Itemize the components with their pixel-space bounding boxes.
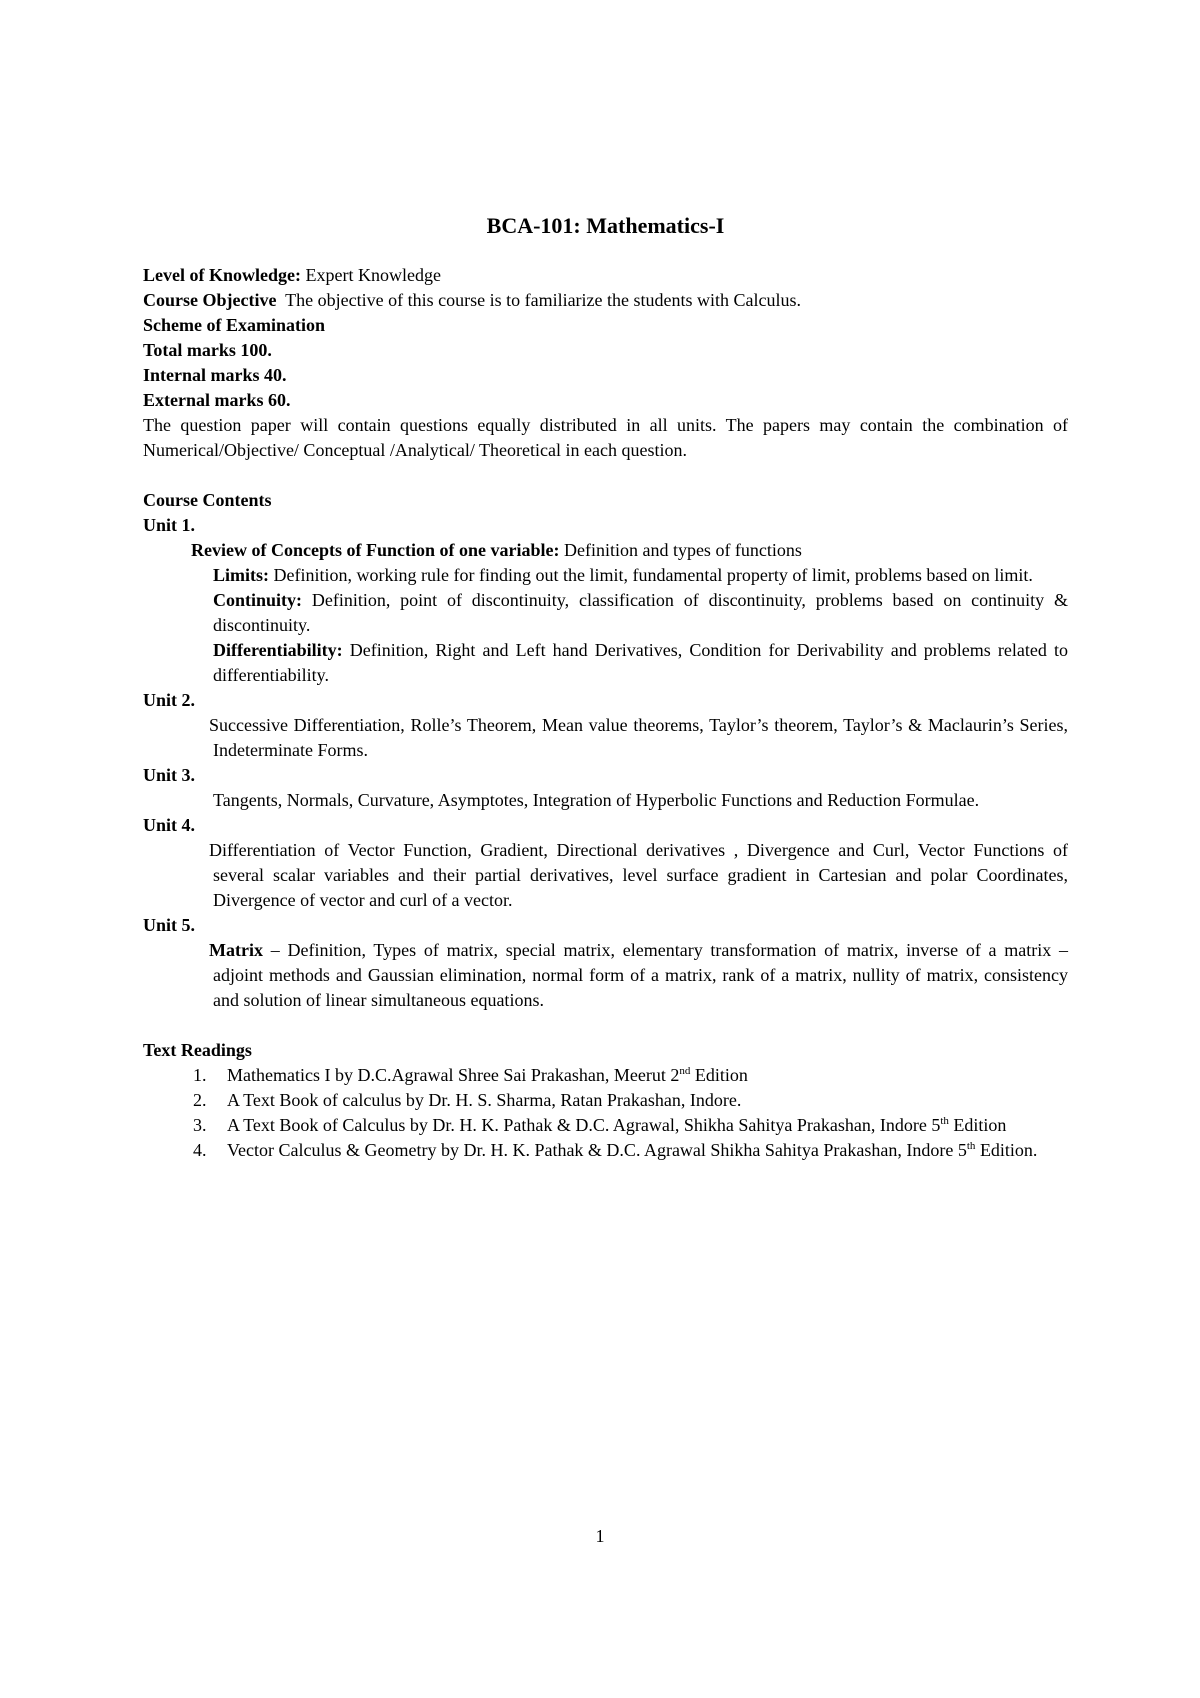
unit-5-heading bbox=[143, 913, 1068, 938]
unit-2-label: Unit 2. bbox=[143, 690, 196, 710]
limits-label: Limits: bbox=[213, 565, 269, 585]
reading-number: 2. bbox=[193, 1090, 207, 1110]
scheme-heading bbox=[143, 313, 1068, 338]
level-value: Expert Knowledge bbox=[300, 265, 441, 285]
reading-item bbox=[143, 1063, 1068, 1088]
internal-marks-label: Internal marks 40. bbox=[143, 365, 287, 385]
unit-5-paragraph bbox=[209, 938, 1068, 1013]
reading-number: 3. bbox=[193, 1115, 207, 1135]
reading-main: Mathematics I by D.C.Agrawal Shree Sai Prakashan, Meerut 2 bbox=[227, 1065, 680, 1085]
course-title: BCA-101: Mathematics-I bbox=[486, 213, 725, 238]
differentiability-label: Differentiability: bbox=[213, 640, 343, 660]
total-marks bbox=[143, 338, 1068, 363]
unit-1-label: Unit 1. bbox=[143, 515, 196, 535]
review-text: Definition and types of functions bbox=[559, 540, 802, 560]
unit-3-heading bbox=[143, 763, 1068, 788]
review-label: Review of Concepts of Function of one variable: bbox=[191, 540, 560, 560]
unit-5-text: – Definition, Types of matrix, special matrix, elementary transformation of matrix, inverse of a matrix – adjoint methods and Gaussian elimination, normal form of a matrix, rank of a matrix, nullity of matrix, consistency and solution of linear simultaneous equations. bbox=[213, 940, 1068, 1010]
limits-text: Definition, working rule for finding out the limit, fundamental property of limit, problems based on limit. bbox=[269, 565, 1033, 585]
level-label: Level of Knowledge: bbox=[143, 265, 301, 285]
unit-1-differentiability bbox=[213, 638, 1068, 688]
reading-text bbox=[227, 1063, 1068, 1088]
reading-main: A Text Book of calculus by Dr. H. S. Sharma, Ratan Prakashan, Indore. bbox=[227, 1090, 742, 1110]
unit-5-label: Unit 5. bbox=[143, 915, 196, 935]
unit-4-heading bbox=[143, 813, 1068, 838]
text-readings-heading bbox=[143, 1038, 1068, 1063]
reading-item bbox=[143, 1138, 1068, 1163]
objective-value: The objective of this course is to familiarize the students with Calculus. bbox=[276, 290, 802, 310]
continuity-label: Continuity: bbox=[213, 590, 303, 610]
reading-sup: nd bbox=[679, 1065, 691, 1077]
differentiability-text: Definition, Right and Left hand Derivatives, Condition for Derivability and problems related to differentiability. bbox=[213, 640, 1068, 685]
reading-text bbox=[227, 1088, 1068, 1113]
unit-2-heading bbox=[143, 688, 1068, 713]
unit-1-continuity bbox=[213, 588, 1068, 638]
reading-suffix: Edition bbox=[690, 1065, 748, 1085]
course-objective bbox=[143, 288, 1068, 313]
reading-suffix: Edition bbox=[948, 1115, 1007, 1135]
external-marks bbox=[143, 388, 1068, 413]
external-marks-label: External marks 60. bbox=[143, 390, 291, 410]
text-readings-label: Text Readings bbox=[143, 1040, 252, 1060]
unit-2-body bbox=[208, 713, 1068, 763]
exam-note: The question paper will contain questions equally distributed in all units. The papers may contain the combination of Numerical/Objective/ Conceptual /Analytical/ Theoretical in each question. bbox=[143, 415, 1068, 460]
reading-item bbox=[143, 1088, 1068, 1113]
unit-1-limits bbox=[213, 563, 1068, 588]
unit-4-text: Differentiation of Vector Function, Gradient, Directional derivatives , Divergence and Curl, Vector Functions of several scalar variables and their partial derivatives, level surface gradient in Cartesian and polar Coordinates, Divergence of vector and curl of a vector. bbox=[209, 840, 1068, 910]
reading-suffix: Edition. bbox=[975, 1140, 1038, 1160]
continuity-text: Definition, point of discontinuity, classification of discontinuity, problems based on continuity & discontinuity. bbox=[213, 590, 1068, 635]
page-number: 1 bbox=[595, 1526, 605, 1546]
reading-text bbox=[227, 1113, 1068, 1138]
matrix-label: Matrix bbox=[209, 940, 263, 960]
unit-4-body bbox=[208, 838, 1068, 913]
unit-3-body bbox=[213, 788, 1068, 813]
reading-number: 4. bbox=[193, 1140, 207, 1160]
unit-2-text: Successive Differentiation, Rolle’s Theorem, Mean value theorems, Taylor’s theorem, Taylor’s & Maclaurin’s Series, Indeterminate Forms. bbox=[209, 715, 1068, 760]
unit-3-label: Unit 3. bbox=[143, 765, 196, 785]
unit-3-text: Tangents, Normals, Curvature, Asymptotes, Integration of Hyperbolic Functions and Reduction Formulae. bbox=[213, 790, 980, 810]
document-content bbox=[143, 211, 1068, 1163]
internal-marks bbox=[143, 363, 1068, 388]
reading-main: Vector Calculus & Geometry by Dr. H. K. Pathak & D.C. Agrawal Shikha Sahitya Prakashan, Indore 5 bbox=[227, 1140, 967, 1160]
reading-text bbox=[227, 1138, 1068, 1163]
total-marks-label: Total marks 100. bbox=[143, 340, 272, 360]
reading-sup: th bbox=[940, 1115, 949, 1127]
unit-5-body bbox=[208, 938, 1068, 1013]
text-readings-list bbox=[143, 1063, 1068, 1163]
reading-number: 1. bbox=[193, 1065, 207, 1085]
unit-1-review bbox=[191, 538, 1068, 563]
course-contents-heading bbox=[143, 488, 1068, 513]
scheme-label: Scheme of Examination bbox=[143, 315, 325, 335]
reading-main: A Text Book of Calculus by Dr. H. K. Pathak & D.C. Agrawal, Shikha Sahitya Prakashan, Indore 5 bbox=[227, 1115, 941, 1135]
reading-item bbox=[143, 1113, 1068, 1138]
level-of-knowledge bbox=[143, 263, 1068, 288]
course-contents-label: Course Contents bbox=[143, 490, 272, 510]
unit-4-label: Unit 4. bbox=[143, 815, 196, 835]
objective-label: Course Objective bbox=[143, 290, 277, 310]
reading-sup: th bbox=[966, 1140, 976, 1152]
unit-1-body bbox=[191, 538, 1068, 688]
unit-1-heading bbox=[143, 513, 1068, 538]
